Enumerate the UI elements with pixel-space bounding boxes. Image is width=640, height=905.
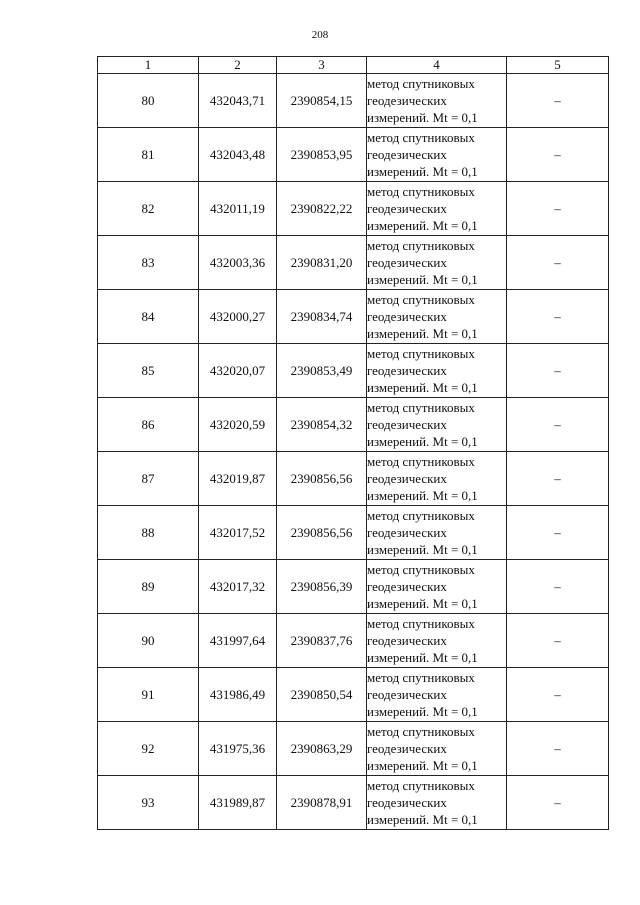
method-line: измерений. Mt = 0,1 [367, 704, 478, 719]
method-line: геодезических [367, 471, 447, 486]
method-cell [367, 236, 507, 290]
note-cell: – [507, 614, 609, 668]
header-col-2: 2 [199, 57, 277, 74]
table-row [98, 128, 609, 182]
table-row [98, 452, 609, 506]
point-number: 82 [98, 182, 199, 236]
point-number: 91 [98, 668, 199, 722]
method-cell [367, 452, 507, 506]
method-line: геодезических [367, 795, 447, 810]
coordinate-x: 432017,52 [199, 506, 277, 560]
table-row [98, 290, 609, 344]
method-line: измерений. Mt = 0,1 [367, 596, 478, 611]
coordinate-x: 432020,59 [199, 398, 277, 452]
method-line: измерений. Mt = 0,1 [367, 542, 478, 557]
note-cell: – [507, 452, 609, 506]
point-number: 88 [98, 506, 199, 560]
table-row [98, 182, 609, 236]
table-row [98, 398, 609, 452]
method-cell [367, 776, 507, 830]
note-cell: – [507, 236, 609, 290]
method-line: метод спутниковых [367, 616, 475, 631]
table-row [98, 614, 609, 668]
method-line: измерений. Mt = 0,1 [367, 488, 478, 503]
note-cell: – [507, 776, 609, 830]
header-row [98, 57, 609, 74]
table-row [98, 560, 609, 614]
coordinate-y: 2390854,15 [277, 74, 367, 128]
method-cell [367, 182, 507, 236]
coordinate-y: 2390856,56 [277, 452, 367, 506]
coordinate-x: 432003,36 [199, 236, 277, 290]
note-cell: – [507, 668, 609, 722]
coordinate-x: 431997,64 [199, 614, 277, 668]
method-line: метод спутниковых [367, 130, 475, 145]
table-row [98, 344, 609, 398]
point-number: 87 [98, 452, 199, 506]
coordinate-x: 432020,07 [199, 344, 277, 398]
method-line: измерений. Mt = 0,1 [367, 164, 478, 179]
method-line: геодезических [367, 201, 447, 216]
method-line: геодезических [367, 255, 447, 270]
coordinate-y: 2390822,22 [277, 182, 367, 236]
note-cell: – [507, 506, 609, 560]
point-number: 84 [98, 290, 199, 344]
method-line: измерений. Mt = 0,1 [367, 272, 478, 287]
coordinate-x: 432000,27 [199, 290, 277, 344]
method-cell [367, 344, 507, 398]
method-line: геодезических [367, 633, 447, 648]
method-cell [367, 74, 507, 128]
note-cell: – [507, 344, 609, 398]
method-line: измерений. Mt = 0,1 [367, 812, 478, 827]
method-line: измерений. Mt = 0,1 [367, 110, 478, 125]
coordinate-y: 2390856,56 [277, 506, 367, 560]
point-number: 80 [98, 74, 199, 128]
point-number: 90 [98, 614, 199, 668]
table-row [98, 236, 609, 290]
method-line: геодезических [367, 147, 447, 162]
method-line: измерений. Mt = 0,1 [367, 218, 478, 233]
method-line: метод спутниковых [367, 670, 475, 685]
note-cell: – [507, 290, 609, 344]
coordinates-table [97, 56, 609, 830]
method-cell [367, 128, 507, 182]
method-line: геодезических [367, 363, 447, 378]
note-cell: – [507, 560, 609, 614]
method-line: измерений. Mt = 0,1 [367, 434, 478, 449]
table-body [98, 74, 609, 830]
point-number: 93 [98, 776, 199, 830]
method-line: геодезических [367, 417, 447, 432]
method-line: метод спутниковых [367, 346, 475, 361]
method-line: метод спутниковых [367, 724, 475, 739]
note-cell: – [507, 182, 609, 236]
method-line: метод спутниковых [367, 508, 475, 523]
method-line: метод спутниковых [367, 184, 475, 199]
method-line: геодезических [367, 579, 447, 594]
method-line: метод спутниковых [367, 292, 475, 307]
table-row [98, 506, 609, 560]
coordinate-x: 432043,48 [199, 128, 277, 182]
coordinate-y: 2390834,74 [277, 290, 367, 344]
coordinate-x: 432017,32 [199, 560, 277, 614]
header-col-3: 3 [277, 57, 367, 74]
method-line: метод спутниковых [367, 238, 475, 253]
method-cell [367, 614, 507, 668]
method-line: геодезических [367, 687, 447, 702]
coordinate-y: 2390850,54 [277, 668, 367, 722]
note-cell: – [507, 722, 609, 776]
method-line: геодезических [367, 93, 447, 108]
method-line: метод спутниковых [367, 454, 475, 469]
method-line: геодезических [367, 741, 447, 756]
table-row [98, 74, 609, 128]
coordinate-y: 2390837,76 [277, 614, 367, 668]
table-row [98, 776, 609, 830]
note-cell: – [507, 128, 609, 182]
header-col-4: 4 [367, 57, 507, 74]
point-number: 86 [98, 398, 199, 452]
coordinate-x: 431975,36 [199, 722, 277, 776]
coordinate-x: 432011,19 [199, 182, 277, 236]
coordinate-x: 431989,87 [199, 776, 277, 830]
coordinate-y: 2390878,91 [277, 776, 367, 830]
method-line: метод спутниковых [367, 400, 475, 415]
method-line: измерений. Mt = 0,1 [367, 326, 478, 341]
method-cell [367, 668, 507, 722]
method-cell [367, 398, 507, 452]
method-cell [367, 722, 507, 776]
coordinate-x: 431986,49 [199, 668, 277, 722]
coordinate-y: 2390853,49 [277, 344, 367, 398]
method-cell [367, 560, 507, 614]
method-line: метод спутниковых [367, 778, 475, 793]
page-number: 208 [311, 29, 329, 41]
table-row [98, 668, 609, 722]
header-col-1: 1 [98, 57, 199, 74]
table-header [98, 57, 609, 74]
coordinate-y: 2390853,95 [277, 128, 367, 182]
point-number: 81 [98, 128, 199, 182]
method-line: измерений. Mt = 0,1 [367, 758, 478, 773]
method-line: измерений. Mt = 0,1 [367, 380, 478, 395]
header-col-5: 5 [507, 57, 609, 74]
coordinate-x: 432019,87 [199, 452, 277, 506]
coordinate-y: 2390856,39 [277, 560, 367, 614]
method-line: измерений. Mt = 0,1 [367, 650, 478, 665]
coordinate-y: 2390863,29 [277, 722, 367, 776]
table-row [98, 722, 609, 776]
point-number: 92 [98, 722, 199, 776]
coordinate-x: 432043,71 [199, 74, 277, 128]
method-line: метод спутниковых [367, 76, 475, 91]
method-line: геодезических [367, 525, 447, 540]
coordinate-y: 2390854,32 [277, 398, 367, 452]
point-number: 85 [98, 344, 199, 398]
note-cell: – [507, 74, 609, 128]
coordinate-y: 2390831,20 [277, 236, 367, 290]
method-line: геодезических [367, 309, 447, 324]
point-number: 89 [98, 560, 199, 614]
method-line: метод спутниковых [367, 562, 475, 577]
note-cell: – [507, 398, 609, 452]
point-number: 83 [98, 236, 199, 290]
method-cell [367, 506, 507, 560]
method-cell [367, 290, 507, 344]
